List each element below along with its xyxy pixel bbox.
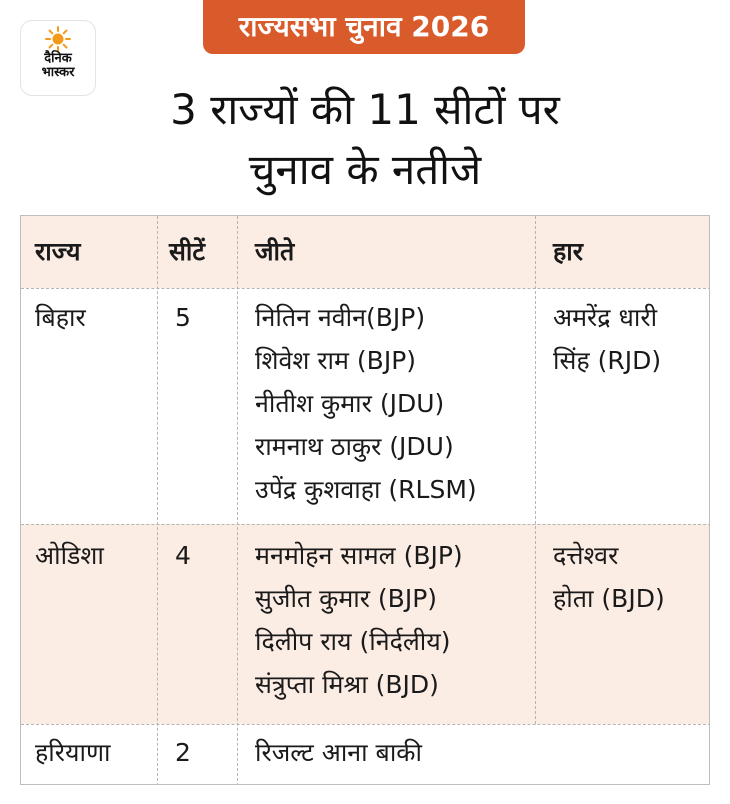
header-lost: हार bbox=[553, 237, 583, 266]
row-divider bbox=[21, 288, 710, 289]
row-odisha-seats: 4 bbox=[175, 541, 191, 570]
row-bihar-seats: 5 bbox=[175, 303, 191, 332]
row-odisha-losers bbox=[553, 534, 665, 620]
winner-name: दिलीप राय (निर्दलीय) bbox=[255, 627, 451, 656]
row-bihar-losers bbox=[553, 296, 661, 382]
row-haryana-result-note: रिजल्ट आना बाकी bbox=[255, 738, 422, 767]
winner-name: रामनाथ ठाकुर (JDU) bbox=[255, 432, 454, 461]
winner-name: मनमोहन सामल (BJP) bbox=[255, 541, 463, 570]
logo-text-line2: भास्कर bbox=[41, 65, 75, 80]
header-seats: सीटें bbox=[169, 237, 205, 266]
topic-badge: राज्यसभा चुनाव 2026 bbox=[203, 0, 525, 54]
row-bihar-winners bbox=[255, 296, 477, 511]
sun-icon bbox=[45, 26, 71, 52]
winner-name: उपेंद्र कुशवाहा (RLSM) bbox=[255, 475, 477, 504]
logo-text-line1: दैनिक bbox=[44, 51, 72, 66]
row-divider bbox=[21, 524, 710, 525]
row-haryana-state: हरियाणा bbox=[35, 738, 111, 767]
row-divider bbox=[21, 724, 710, 725]
results-table bbox=[20, 215, 710, 785]
winner-name: संत्रुप्ता मिश्रा (BJD) bbox=[255, 670, 439, 699]
winner-name: सुजीत कुमार (BJP) bbox=[255, 584, 438, 613]
row-bihar-state: बिहार bbox=[35, 303, 86, 332]
headline-line-2: चुनाव के नतीजे bbox=[248, 145, 482, 194]
winner-name: नीतीश कुमार (JDU) bbox=[255, 389, 445, 418]
row-odisha-winners bbox=[255, 534, 463, 706]
column-divider bbox=[157, 216, 158, 785]
header-won: जीते bbox=[255, 237, 295, 266]
loser-name: दत्तेश्वर bbox=[553, 541, 619, 570]
row-odisha-state: ओडिशा bbox=[35, 541, 104, 570]
winner-name: नितिन नवीन(BJP) bbox=[255, 303, 426, 332]
loser-name: सिंह (RJD) bbox=[553, 346, 662, 375]
row-haryana-seats: 2 bbox=[175, 738, 191, 767]
loser-name: होता (BJD) bbox=[553, 584, 665, 613]
header-row-background bbox=[21, 216, 710, 288]
column-divider bbox=[535, 216, 536, 724]
loser-name: अमरेंद्र धारी bbox=[553, 303, 658, 332]
winner-name: शिवेश राम (BJP) bbox=[255, 346, 417, 375]
header-state: राज्य bbox=[35, 237, 81, 266]
headline-line-1: 3 राज्यों की 11 सीटों पर bbox=[170, 85, 560, 134]
column-divider bbox=[237, 216, 238, 785]
